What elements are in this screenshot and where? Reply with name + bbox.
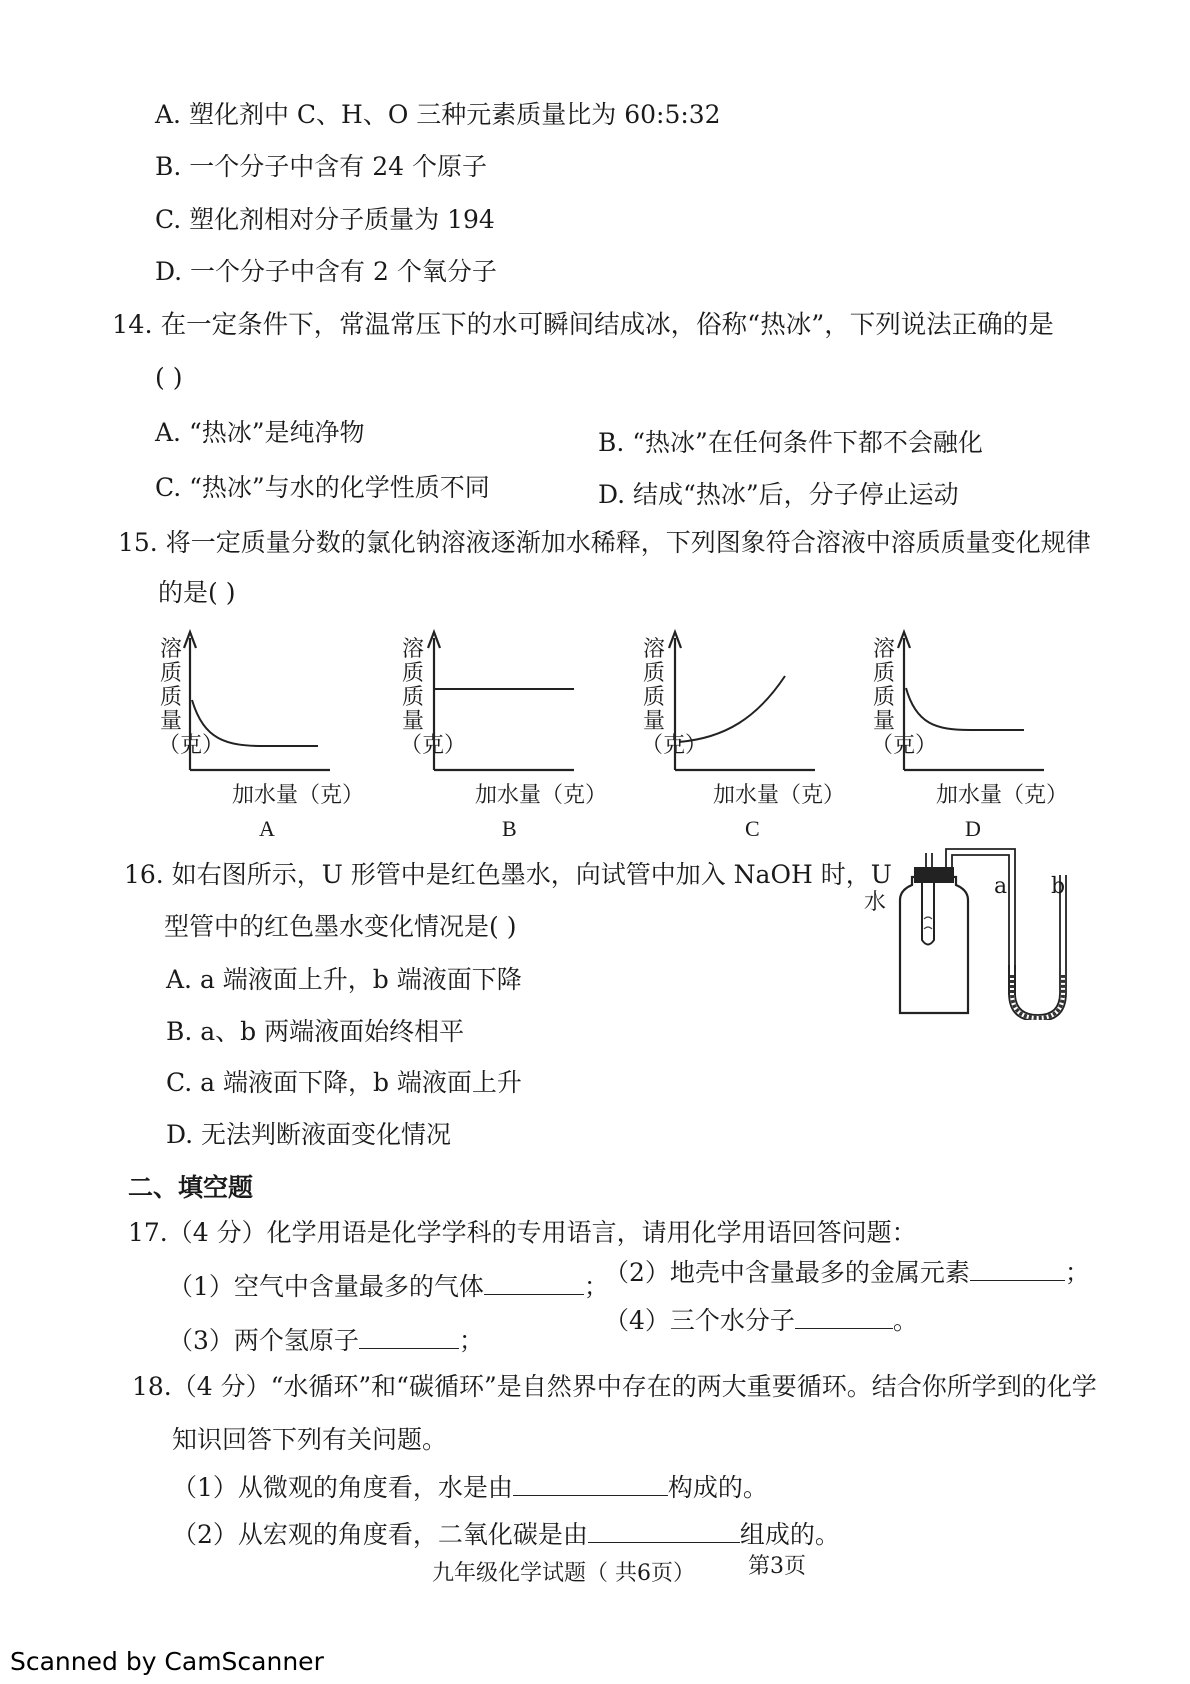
q15-graph-d-ylabel: 溶质质量（克） xyxy=(871,637,938,758)
q13-option-b: B. 一个分子中含有 24 个原子 xyxy=(155,152,487,181)
q16-option-c: C. a 端液面下降，b 端液面上升 xyxy=(166,1068,522,1097)
q18-part2 xyxy=(172,1520,840,1550)
q16-stem-line1: 16. 如右图所示，U 形管中是红色墨水，向试管中加入 NaOH 时，U xyxy=(124,860,892,889)
q14-option-b: B. “热冰”在任何条件下都不会融化 xyxy=(598,428,983,457)
q17-part3-blank[interactable] xyxy=(359,1326,459,1349)
q15-graph-d-plot xyxy=(894,628,1044,778)
q15-graph-c-xlabel: 加水量（克） xyxy=(713,783,846,808)
q17-part2 xyxy=(604,1258,1090,1288)
q15-graph-a-plot xyxy=(180,628,330,778)
q16-option-a: A. a 端液面上升，b 端液面下降 xyxy=(166,965,522,994)
q18-stem-line2: 知识回答下列有关问题。 xyxy=(172,1425,448,1454)
q16-stem-line2: 型管中的红色墨水变化情况是( ) xyxy=(164,912,517,941)
footer-page-number: 第3页 xyxy=(748,1554,806,1579)
q15-graph-a-ylabel: 溶质质量（克） xyxy=(158,637,225,758)
q17-part2-end: ； xyxy=(1064,1258,1090,1287)
q13-option-c: C. 塑化剂相对分子质量为 194 xyxy=(155,205,495,234)
q15-stem-line1: 15. 将一定质量分数的氯化钠溶液逐渐加水稀释，下列图象符合溶液中溶质质量变化规律 xyxy=(118,528,1091,557)
q15-graph-c-ylabel: 溶质质量（克） xyxy=(641,637,708,758)
q15-graph-b-ylabel: 溶质质量（克） xyxy=(400,637,467,758)
q15-graph-b-xlabel: 加水量（克） xyxy=(475,783,608,808)
q18-part1-text: （1）从微观的角度看，水是由 xyxy=(172,1473,513,1502)
q16-figure-label-water: 水 xyxy=(864,890,887,915)
q17-part4 xyxy=(604,1306,918,1336)
q18-part1 xyxy=(172,1473,768,1503)
q16-figure-label-b: b xyxy=(1051,874,1066,899)
q15-stem-line2: 的是( ) xyxy=(158,578,236,607)
q14-stem: 14. 在一定条件下，常温常压下的水可瞬间结成冰，俗称“热冰”，下列说法正确的是 xyxy=(112,310,1054,340)
q15-graph-d-letter: D xyxy=(965,816,981,841)
footer-title: 九年级化学试题（ 共6页） xyxy=(432,1561,695,1586)
q17-part1 xyxy=(168,1272,609,1302)
q17-part1-end: ； xyxy=(583,1272,609,1301)
q15-graph-c-letter: C xyxy=(745,816,760,841)
q18-part2-text: （2）从宏观的角度看，二氧化碳是由 xyxy=(172,1520,588,1549)
q17-part3 xyxy=(168,1326,484,1356)
q18-part2-blank[interactable] xyxy=(588,1520,740,1543)
q17-part1-blank[interactable] xyxy=(484,1272,584,1295)
q17-stem: 17.（4 分）化学用语是化学学科的专用语言，请用化学用语回答问题： xyxy=(128,1218,917,1247)
q17-part3-end: ； xyxy=(458,1326,484,1355)
q17-part4-end: 。 xyxy=(892,1306,918,1335)
q16-option-b: B. a、b 两端液面始终相平 xyxy=(166,1017,465,1046)
q14-option-d: D. 结成“热冰”后，分子停止运动 xyxy=(598,480,959,509)
q16-option-d: D. 无法判断液面变化情况 xyxy=(166,1120,452,1149)
q15-graph-c-plot xyxy=(665,628,815,778)
q17-part4-text: （4）三个水分子 xyxy=(604,1306,795,1335)
q14-bracket: ( ) xyxy=(155,363,183,392)
q17-part4-blank[interactable] xyxy=(795,1306,893,1329)
q16-figure-label-a: a xyxy=(994,874,1008,899)
q17-part2-blank[interactable] xyxy=(970,1258,1065,1281)
q13-option-d: D. 一个分子中含有 2 个氧分子 xyxy=(155,257,497,286)
q15-graph-d-xlabel: 加水量（克） xyxy=(936,783,1069,808)
q17-part2-text: （2）地壳中含量最多的金属元素 xyxy=(604,1258,970,1287)
q18-part1-end: 构成的。 xyxy=(667,1473,768,1502)
q17-part1-text: （1）空气中含量最多的气体 xyxy=(168,1272,484,1301)
q14-option-c: C. “热冰”与水的化学性质不同 xyxy=(155,473,490,502)
q15-graph-b-plot xyxy=(424,628,574,778)
q18-part1-blank[interactable] xyxy=(513,1473,668,1496)
section-2-heading: 二、填空题 xyxy=(128,1173,254,1202)
q18-stem-line1: 18.（4 分）“水循环”和“碳循环”是自然界中存在的两大重要循环。结合你所学到的化学 xyxy=(132,1372,1097,1401)
q15-graph-a-letter: A xyxy=(259,816,275,841)
q15-graph-b-letter: B xyxy=(502,816,517,841)
q15-graph-a-xlabel: 加水量（克） xyxy=(232,783,365,808)
q18-part2-end: 组成的。 xyxy=(739,1520,840,1549)
q13-option-a: A. 塑化剂中 C、H、O 三种元素质量比为 60:5:32 xyxy=(155,100,721,129)
q17-part3-text: （3）两个氢原子 xyxy=(168,1326,359,1355)
scanner-watermark: Scanned by CamScanner xyxy=(10,1647,324,1676)
q14-option-a: A. “热冰”是纯净物 xyxy=(155,418,365,447)
